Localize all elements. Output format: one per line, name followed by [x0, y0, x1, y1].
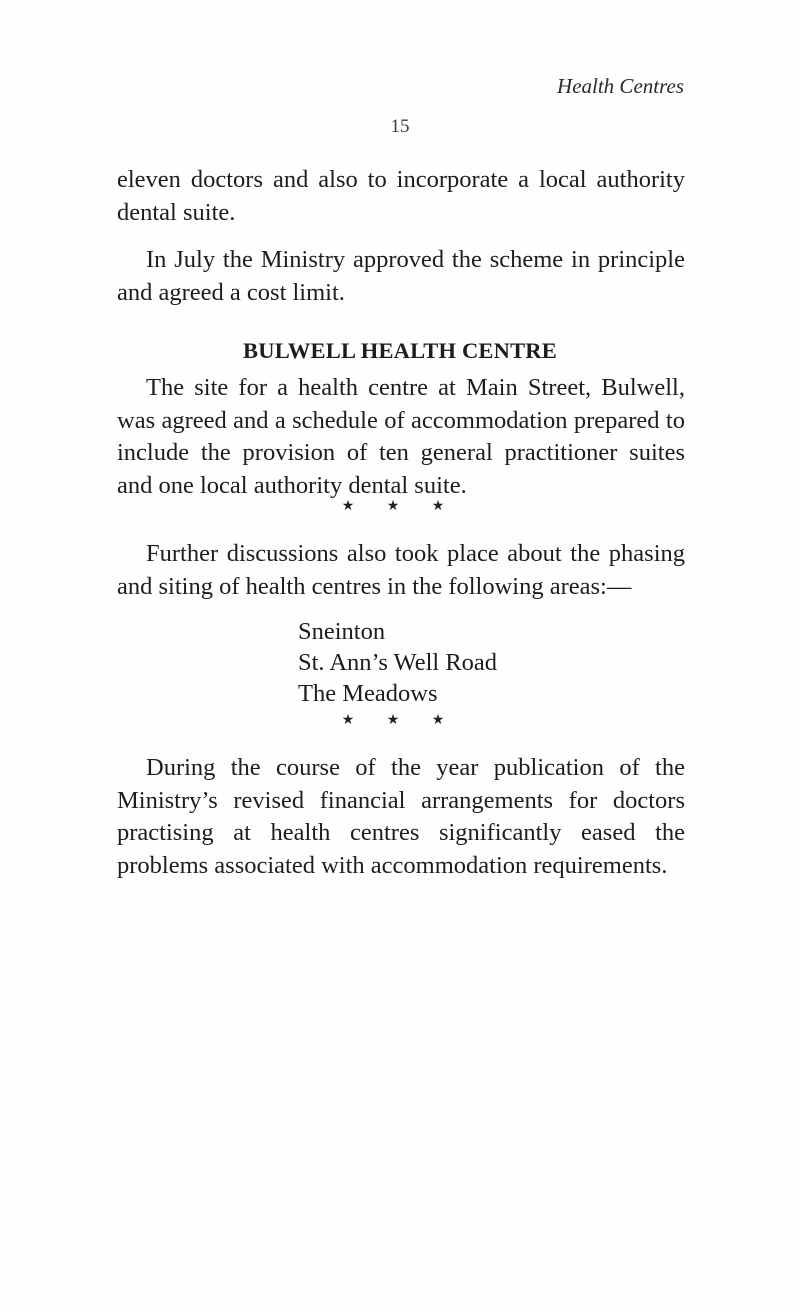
- paragraph-financial-arrangements: During the course of the year publication of the Ministry’s revised financial arrangements for doctors practising at health centres significantly eased the problems associated with accommodation requirements.: [117, 754, 685, 879]
- star-separator-2: ★ ★ ★: [341, 712, 459, 728]
- list-item: Sneinton: [298, 618, 386, 645]
- list-item: St. Ann’s Well Road: [298, 649, 498, 676]
- section-heading: BULWELL HEALTH CENTRE: [243, 338, 557, 363]
- paragraph-ministry-approval: In July the Ministry approved the scheme in principle and agreed a cost limit.: [117, 246, 685, 306]
- star-separator-1: ★ ★ ★: [341, 498, 459, 514]
- running-header-title: Health Centres: [557, 74, 684, 98]
- paragraph-continuation: eleven doctors and also to incorporate a local authority dental suite.: [117, 166, 685, 226]
- areas-list: [298, 616, 497, 709]
- page-number: 15: [390, 116, 410, 137]
- paragraph-further-discussions: Further discussions also took place about the phasing and siting of health centres in the following areas:—: [117, 540, 685, 600]
- list-item: The Meadows: [298, 680, 438, 707]
- paragraph-bulwell-site: The site for a health centre at Main Street, Bulwell, was agreed and a schedule of accommodation prepared to include the provision of ten general practitioner suites and one local authority dental suite.: [117, 374, 685, 499]
